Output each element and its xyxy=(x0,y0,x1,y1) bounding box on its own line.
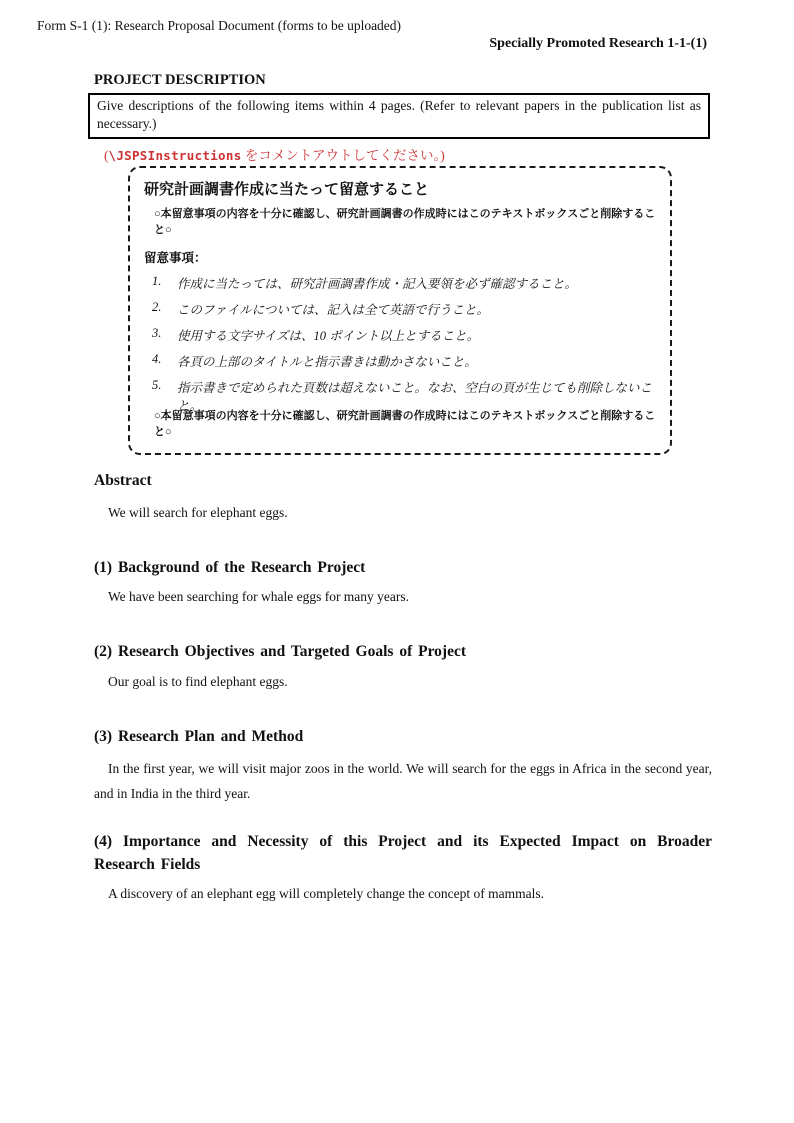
abstract-title: Abstract xyxy=(94,472,152,489)
instruction-box-warning-bottom: ○本留意事項の内容を十分に確認し、研究計画調書の作成時にはこのテキストボックスごと削除すること○ xyxy=(154,410,656,438)
note-item-number: 4. xyxy=(152,352,162,366)
jsps-instructions-dashed-box xyxy=(128,166,672,455)
section-4-title: (4) Importance and Necessity of this Project and its Expected Impact on Broader Research Fields xyxy=(94,833,712,873)
section-1-title: (1) Background of the Research Project xyxy=(94,559,366,576)
project-description-title: PROJECT DESCRIPTION xyxy=(94,72,266,88)
section-2-body: Our goal is to find elephant eggs. xyxy=(108,674,288,689)
description-instruction-box: Give descriptions of the following items within 4 pages. (Refer to relevant papers in the publication list as necessary.) xyxy=(88,93,710,139)
jsps-note-japanese-text: をコメントアウトしてください。) xyxy=(241,148,445,163)
notes-label: 留意事項： xyxy=(144,251,207,265)
jsps-command-text: \JSPSInstructions xyxy=(108,148,242,163)
abstract-body: We will search for elephant eggs. xyxy=(108,505,288,520)
note-item-text: このファイルについては、記入は全て英語で行うこと。 xyxy=(177,303,490,317)
research-category-label: Specially Promoted Research 1-1-(1) xyxy=(489,36,707,51)
note-item-text: 使用する文字サイズは、10 ポイント以上とすること。 xyxy=(177,329,480,343)
section-4-body: A discovery of an elephant egg will completely change the concept of mammals. xyxy=(108,886,544,901)
note-item-number: 1. xyxy=(152,274,162,288)
note-item-number: 3. xyxy=(152,326,162,340)
instruction-box-title: 研究計画調書作成に当たって留意すること xyxy=(144,181,430,198)
note-item-number: 5. xyxy=(152,378,162,392)
jsps-comment-note xyxy=(104,144,445,164)
section-2-title: (2) Research Objectives and Targeted Goals of Project xyxy=(94,643,467,660)
section-3-title: (3) Research Plan and Method xyxy=(94,728,304,745)
form-header-label: Form S-1 (1): Research Proposal Document (forms to be uploaded) xyxy=(37,18,402,33)
note-item-text: 各頁の上部のタイトルと指示書きは動かさないこと。 xyxy=(177,355,477,369)
section-1-body: We have been searching for whale eggs for many years. xyxy=(108,589,410,604)
note-item-text: 作成に当たっては、研究計画調書作成・記入要領を必ず確認すること。 xyxy=(177,277,578,291)
section-3-body: In the first year, we will visit major zoos in the world. We will search for the eggs in Africa in the second year, and in India in the third year. xyxy=(94,761,712,801)
note-item-text: 指示書きで定められた頁数は超えないこと。なお、空白の頁が生じても削除しないこと。 xyxy=(177,381,653,413)
note-item-number: 2. xyxy=(152,300,162,314)
jsps-note-open-paren: ( xyxy=(104,148,109,163)
instruction-box-warning-top: ○本留意事項の内容を十分に確認し、研究計画調書の作成時にはこのテキストボックスごと削除すること○ xyxy=(154,208,656,236)
